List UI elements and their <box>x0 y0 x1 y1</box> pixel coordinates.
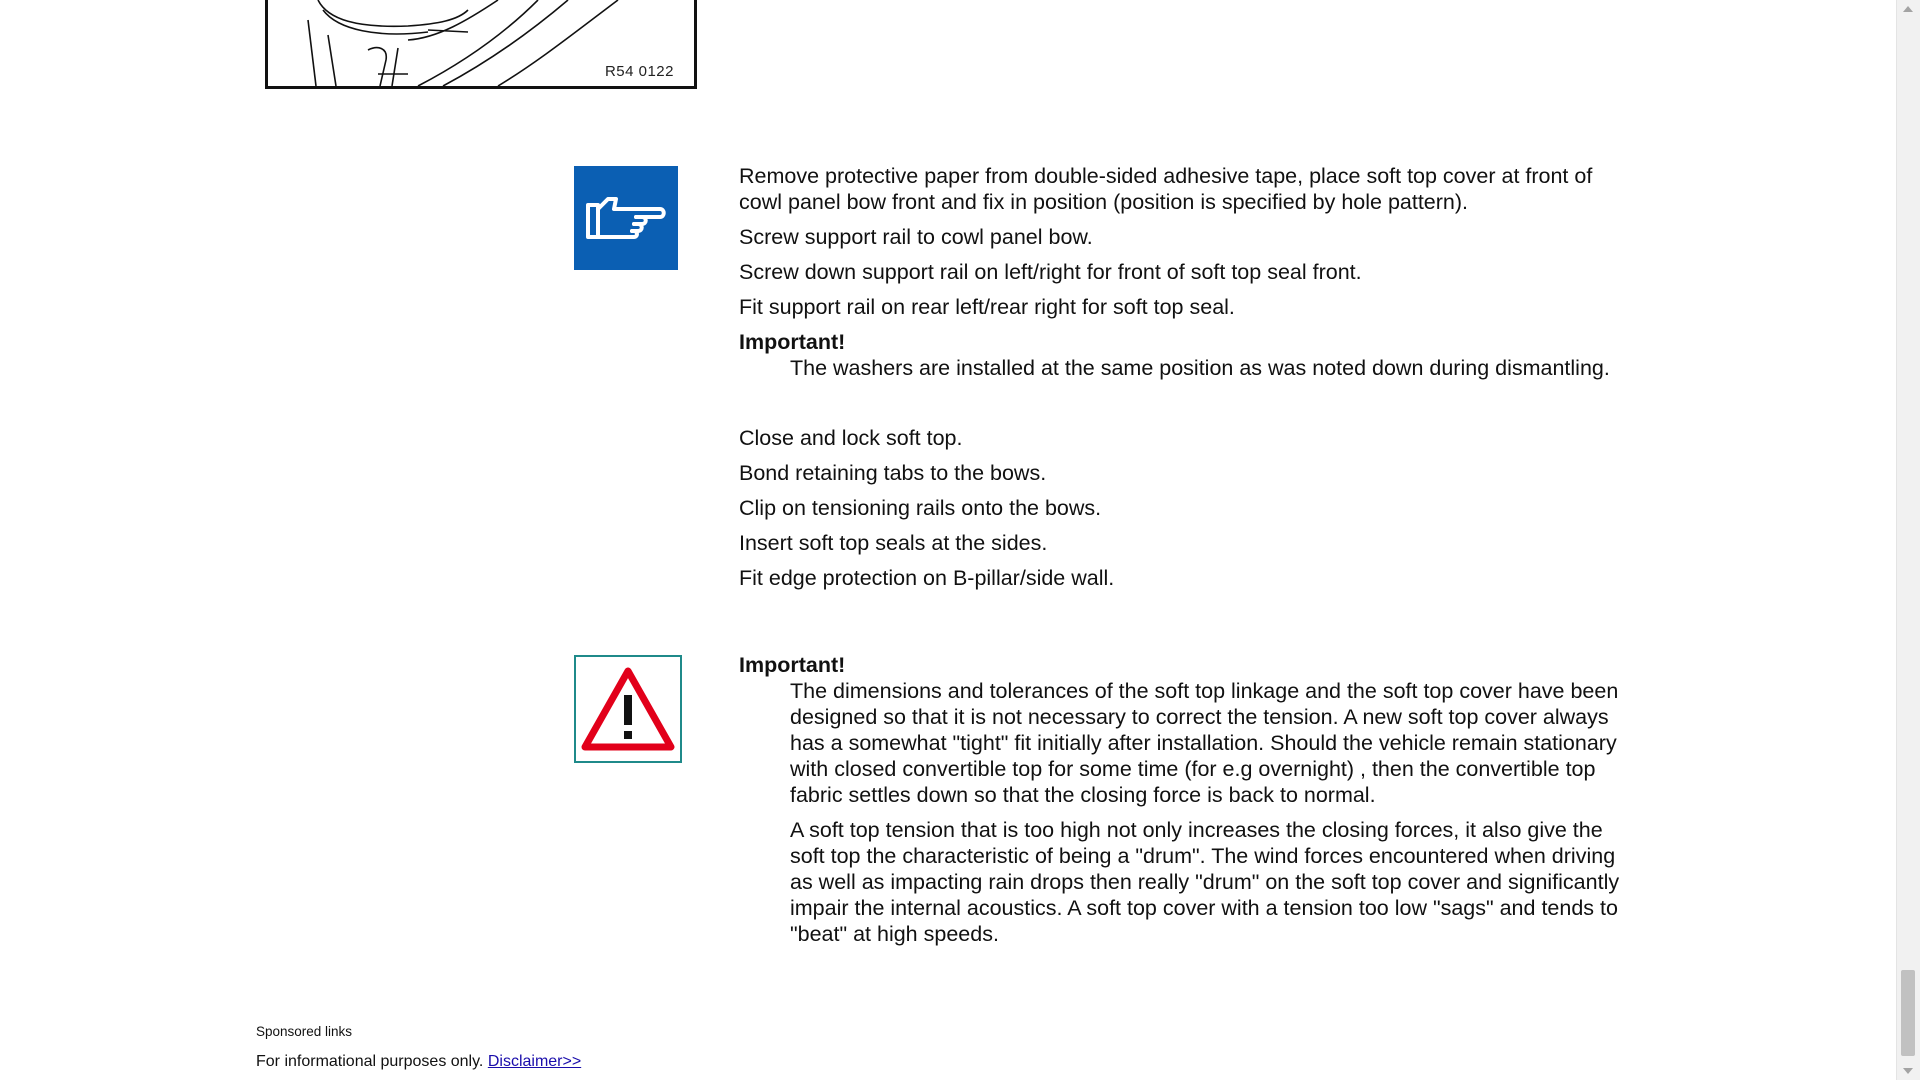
warning-block <box>739 652 1629 956</box>
step-text: Fit support rail on rear left/rear right for soft top seal. <box>739 295 1235 319</box>
important-heading: Important! <box>739 653 846 677</box>
pointing-hand-icon <box>574 166 678 270</box>
step-text: Remove protective paper from double-sided adhesive tape, place soft top cover at front of cowl panel bow front and fix in position (position is specified by hole pattern). <box>739 164 1593 214</box>
instruction-steps <box>739 163 1629 600</box>
repair-illustration <box>265 0 697 89</box>
step-text: Screw down support rail on left/right for front of soft top seal front. <box>739 260 1362 284</box>
step-text: Close and lock soft top. <box>739 426 963 450</box>
warning-triangle-icon <box>574 655 682 763</box>
scroll-up-icon[interactable] <box>1903 6 1913 12</box>
warning-triangle-glyph <box>579 665 677 753</box>
warning-paragraph: A soft top tension that is too high not only increases the closing forces, it also give the soft top the characteristic of being a "drum". The wind forces encountered when driving as well as impacting rain drops then really "drum" on the soft top cover and significantly impair the internal acoustics. A soft top cover with a tension too low "sags" and tends to "beat" at high speeds. <box>790 818 1620 946</box>
scroll-down-icon[interactable] <box>1903 1068 1913 1074</box>
spacer <box>739 390 1629 425</box>
disclaimer-link[interactable]: Disclaimer>> <box>487 1053 582 1070</box>
figure-code: R54 0122 <box>604 63 674 80</box>
step-text: Insert soft top seals at the sides. <box>739 531 1048 555</box>
step-text: Screw support rail to cowl panel bow. <box>739 225 1093 249</box>
info-text: For informational purposes only. <box>256 1053 484 1070</box>
scrollbar-thumb[interactable] <box>1901 970 1915 1056</box>
warning-paragraph: The dimensions and tolerances of the soft top linkage and the soft top cover have been designed so that it is not necessary to correct the tension. A new soft top cover always has a somewhat "tight" fit initially after installation. Should the vehicle remain stationary with closed convertible top for some time (for e.g overnight) , then the convertible top fabric settles down so that the closing force is back to normal. <box>790 679 1619 807</box>
footer-info <box>256 1053 581 1071</box>
step-text: Clip on tensioning rails onto the bows. <box>739 496 1102 520</box>
step-text: Fit edge protection on B-pillar/side wall. <box>739 566 1115 590</box>
footer <box>256 1024 581 1071</box>
step-text: Bond retaining tabs to the bows. <box>739 461 1047 485</box>
vertical-scrollbar[interactable] <box>1896 0 1920 1080</box>
important-heading: Important! <box>739 330 846 354</box>
sponsored-links-label: Sponsored links <box>256 1024 353 1039</box>
important-note: The washers are installed at the same position as was noted down during dismantling. <box>790 356 1610 380</box>
pointing-hand-glyph <box>584 191 668 245</box>
